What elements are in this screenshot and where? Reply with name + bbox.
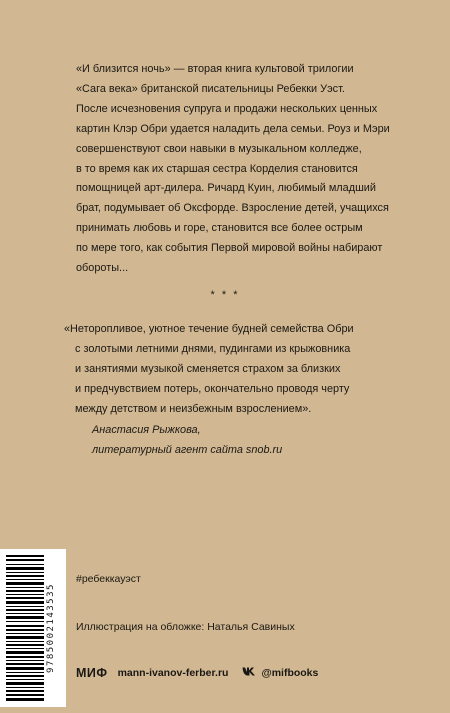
publisher-logo: МИФ	[76, 666, 108, 680]
quote-line: и занятиями музыкой сменяется страхом за близких	[75, 363, 341, 375]
book-description	[76, 60, 406, 279]
publisher-website: mann-ivanov-ferber.ru	[117, 667, 229, 679]
cover-credit: Иллюстрация на обложке: Наталья Савиных	[76, 621, 295, 633]
description-line: «И близится ночь» — вторая книга культовой трилогии	[76, 63, 354, 75]
description-line: принимать любовь и горе, становится все более острым	[76, 222, 363, 235]
description-line: совершенствуют свои навыки в музыкальном колледже,	[76, 142, 362, 155]
description-line: картин Клэр Обри удается наладить дела семьи. Роуз и Мэри	[76, 122, 390, 135]
social-handle: @mifbooks	[261, 667, 319, 679]
description-line: обороты...	[76, 262, 129, 275]
section-separator: * * *	[210, 289, 240, 301]
quote-author: Анастасия Рыжкова,	[92, 424, 201, 436]
isbn-barcode	[0, 549, 66, 707]
description-line: по мере того, как события Первой мировой войны набирают	[76, 242, 383, 255]
description-line: «Сага века» британской писательницы Ребекки Уэст.	[76, 82, 345, 95]
isbn-digits: 9785002143535	[46, 583, 56, 673]
quote-line: с золотыми летними днями, пудингами из крыжовника	[75, 343, 351, 355]
quote-line: «Неторопливое, уютное течение будней семейства Обри	[64, 323, 354, 335]
quote-author-role: литературный агент сайта snob.ru	[92, 444, 283, 456]
review-quote	[64, 319, 412, 419]
barcode-bars	[6, 555, 44, 701]
vk-icon	[242, 667, 256, 679]
description-line: После исчезновения супруга и продажи нескольких ценных	[76, 102, 378, 115]
publisher-footer	[76, 666, 318, 680]
description-line: в то время как их старшая сестра Корделия становится	[76, 162, 358, 175]
description-line: брат, подумывает об Оксфорде. Взросление детей, учащихся	[76, 202, 389, 215]
quote-attribution	[92, 420, 392, 460]
quote-line: между детством и неизбежным взрослением».	[75, 403, 312, 415]
description-line: помощницей арт-дилера. Ричард Куин, любимый младший	[76, 182, 376, 195]
hashtag: #ребеккауэст	[76, 573, 141, 585]
quote-line: и предчувствием потерь, окончательно проводя черту	[75, 383, 350, 395]
